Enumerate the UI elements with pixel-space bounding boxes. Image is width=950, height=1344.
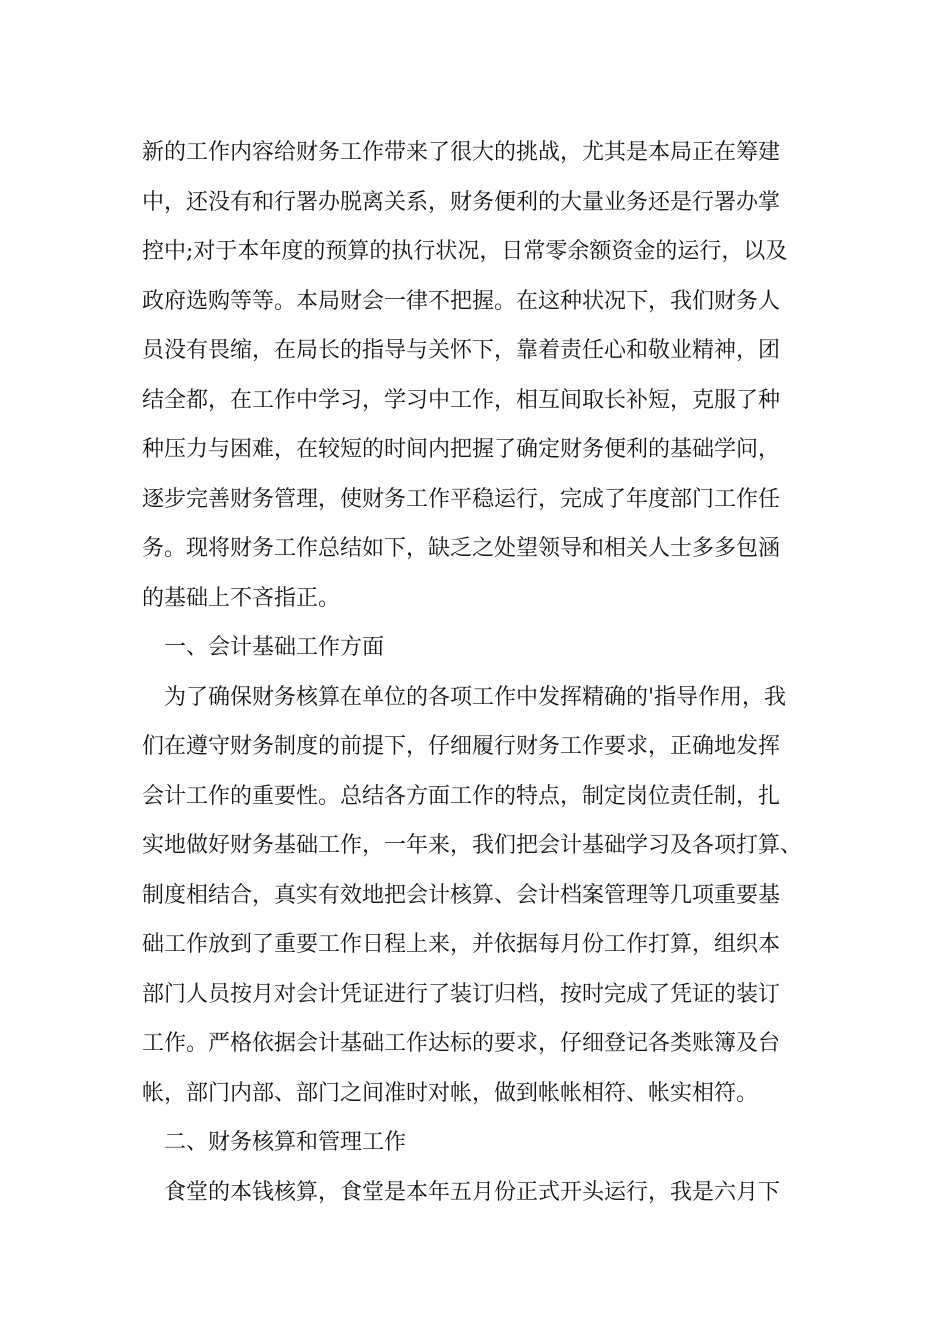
text-line: 们在遵守财务制度的前提下，仔细履行财务工作要求，正确地发挥 (142, 734, 781, 759)
text-line: 为了确保财务核算在单位的各项工作中发挥精确的'指导作用，我 (164, 684, 787, 710)
text-line: 制度相结合，真实有效地把会计核算、会计档案管理等几项重要基 (142, 882, 781, 908)
text-line: 员没有畏缩，在局长的指导与关怀下，靠着责任心和敬业精神，团 (142, 338, 781, 363)
text-line: 帐，部门内部、部门之间准时对帐，做到帐帐相符、帐实相符。 (142, 1080, 759, 1106)
text-line: 务。现将财务工作总结如下，缺乏之处望领导和相关人士多多包涵 (142, 536, 781, 561)
text-line: 实地做好财务基础工作，一年来，我们把会计基础学习及各项打算、 (142, 833, 803, 858)
section-heading (142, 1118, 822, 1168)
text-line: 一、会计基础工作方面 (164, 635, 385, 660)
paragraph (142, 128, 822, 623)
text-line: 政府选购等等。本局财会一律不把握。在这种状况下，我们财务人 (142, 288, 781, 314)
text-line: 的基础上不吝指正。 (142, 585, 341, 611)
paragraph (142, 1168, 822, 1218)
text-line: 工作。严格依据会计基础工作达标的要求，仔细登记各类账簿及台 (142, 1031, 781, 1056)
text-line: 中，还没有和行署办脱离关系，财务便利的大量业务还是行署办掌 (142, 189, 781, 215)
text-line: 部门人员按月对会计凭证进行了装订归档，按时完成了凭证的装订 (142, 981, 781, 1007)
text-line: 逐步完善财务管理，使财务工作平稳运行，完成了年度部门工作任 (142, 486, 781, 512)
text-line: 会计工作的重要性。总结各方面工作的特点，制定岗位责任制，扎 (142, 783, 781, 809)
text-line: 础工作放到了重要工作日程上来，并依据每月份工作打算，组织本 (142, 932, 781, 957)
text-line: 控中;对于本年度的预算的执行状况，日常零余额资金的运行，以及 (142, 239, 788, 264)
section-heading (142, 623, 822, 673)
document-body (142, 128, 822, 1217)
paragraph (142, 673, 822, 1119)
text-line: 新的工作内容给财务工作带来了很大的挑战，尤其是本局正在筹建 (142, 140, 781, 165)
text-line: 结全都，在工作中学习，学习中工作，相互间取长补短，克服了种 (142, 387, 781, 413)
text-line: 种压力与困难，在较短的时间内把握了确定财务便利的基础学问， (142, 437, 781, 462)
text-line: 食堂的本钱核算，食堂是本年五月份正式开头运行，我是六月下 (164, 1179, 781, 1205)
text-line: 二、财务核算和管理工作 (164, 1130, 407, 1155)
